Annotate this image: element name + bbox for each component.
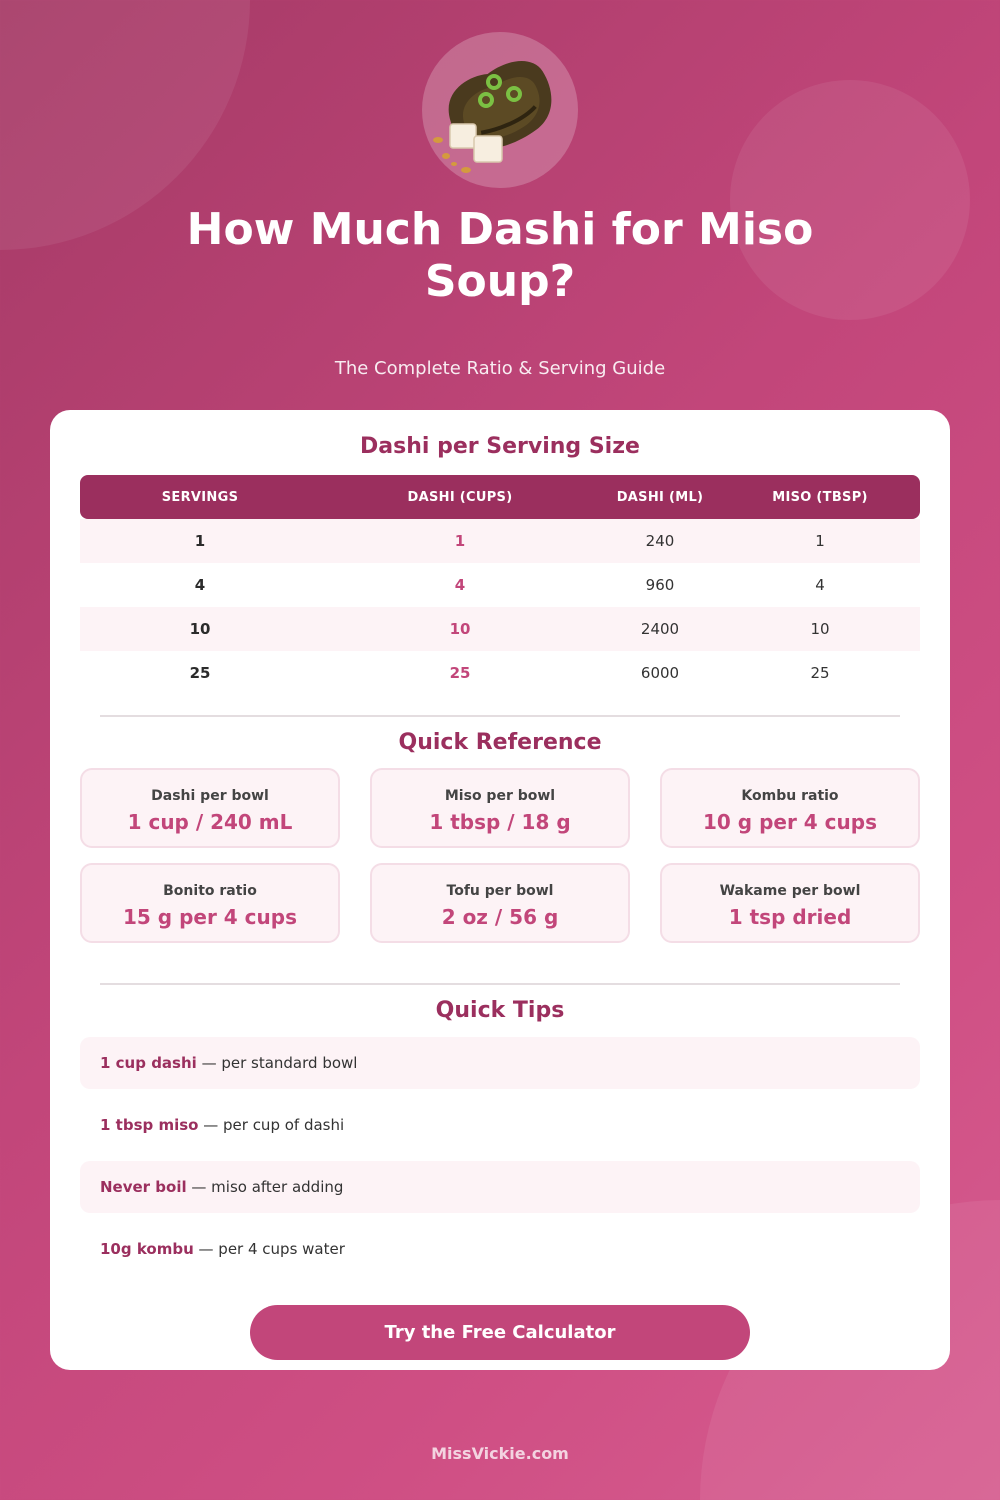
table-section-title: Dashi per Serving Size [360,434,640,459]
table-cell: 25 [449,664,471,682]
table-row [80,563,920,607]
reference-card [80,863,340,943]
reference-card [370,768,630,848]
reference-label: Dashi per bowl [151,788,269,804]
table-cell: 25 [810,664,830,682]
tips-section-title: Quick Tips [435,998,565,1023]
reference-label: Wakame per bowl [719,883,861,899]
reference-card [660,768,920,848]
section-divider [100,715,900,717]
page-title: How Much Dashi for Miso Soup? [186,204,814,307]
reference-value: 1 cup / 240 mL [127,810,293,834]
table-row [80,607,920,651]
reference-value: 1 tbsp / 18 g [429,810,571,834]
tip-highlight: Never boil [100,1178,187,1196]
table-cell: 4 [454,576,466,594]
footer-site-link[interactable]: MissVickie.com [431,1444,569,1463]
tip-item [80,1099,920,1151]
table-cell: 240 [645,532,675,550]
reference-value: 15 g per 4 cups [123,905,297,929]
column-header: DASHI (ML) [616,489,704,505]
tip-item [80,1161,920,1213]
table-cell: 4 [815,576,825,594]
table-cell: 10 [810,620,830,638]
table-cell: 10 [449,620,471,638]
tip-text: — per 4 cups water [193,1240,345,1258]
tips-list [80,1037,920,1285]
reference-label: Bonito ratio [163,883,257,899]
table-header [80,475,920,519]
table-cell: 25 [189,664,211,682]
table-cell: 4 [194,576,206,594]
reference-card [370,863,630,943]
table-cell: 1 [454,532,466,550]
table-row [80,519,920,563]
tip-text: — per cup of dashi [198,1116,345,1134]
serving-table [80,475,920,695]
reference-card [660,863,920,943]
tip-item [80,1037,920,1089]
table-cell: 6000 [640,664,680,682]
table-cell: 1 [815,532,825,550]
reference-card [80,768,340,848]
kombu-tofu-icon [422,32,578,188]
tip-text: — miso after adding [186,1178,344,1196]
reference-label: Tofu per bowl [446,883,554,899]
tip-text: — per standard bowl [196,1054,358,1072]
column-header: MISO (TBSP) [772,489,868,505]
table-cell: 10 [189,620,211,638]
table-cell: 960 [645,576,675,594]
reference-label: Kombu ratio [741,788,839,804]
table-cell: 1 [194,532,206,550]
reference-value: 2 oz / 56 g [441,905,559,929]
reference-section-title: Quick Reference [398,730,602,755]
page-subtitle: The Complete Ratio & Serving Guide [334,358,666,379]
tip-highlight: 1 tbsp miso [100,1116,199,1134]
table-row [80,651,920,695]
reference-label: Miso per bowl [444,788,556,804]
tip-highlight: 10g kombu [100,1240,194,1258]
reference-value: 10 g per 4 cups [703,810,877,834]
tip-item [80,1223,920,1275]
calculator-cta-button[interactable]: Try the Free Calculator [250,1305,750,1360]
content-card [50,410,950,1370]
table-cell: 2400 [640,620,680,638]
column-header: DASHI (CUPS) [407,489,513,505]
column-header: SERVINGS [161,489,239,505]
section-divider [100,983,900,985]
reference-value: 1 tsp dried [728,905,852,929]
tip-highlight: 1 cup dashi [100,1054,197,1072]
